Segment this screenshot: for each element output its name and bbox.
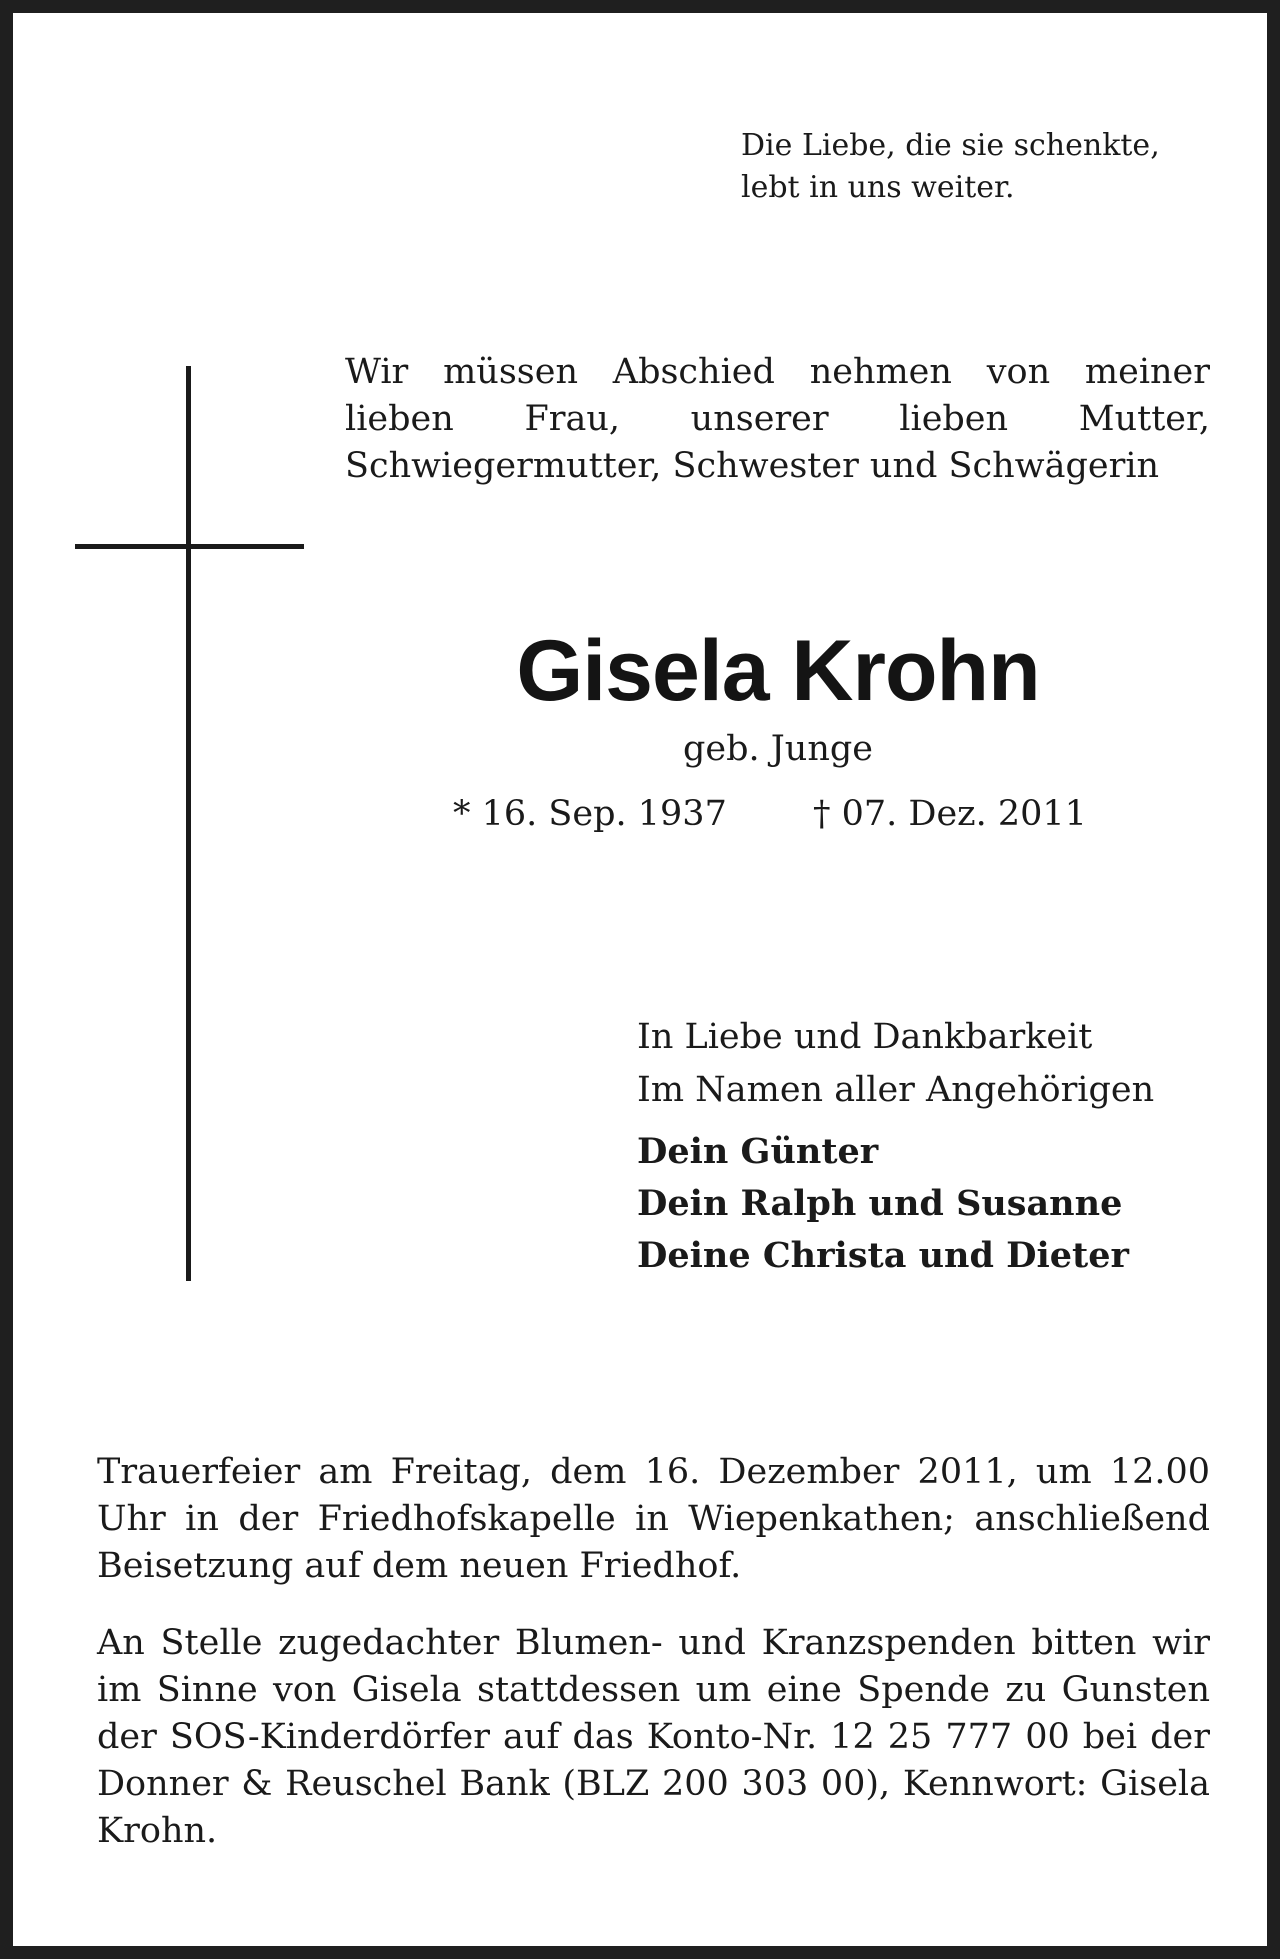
signer: Deine Christa und Dieter <box>637 1235 1129 1276</box>
closing-line: Im Namen aller Angehörigen <box>637 1070 1155 1110</box>
maiden-name: geb. Junge <box>682 729 873 769</box>
closing-words <box>637 1011 1154 1117</box>
donation-text: An Stelle zugedachter Blumen- und Kranzspenden bitten wir im Sinne von Gisela stattdessen um eine Spende zu Gunsten der SOS-Kinderdörfer auf das Konto-Nr. 12 25 777 00 bei der Donner & Reuschel Bank (BLZ 200 303 00), Kennwort: Gisela Krohn. <box>97 1623 1210 1851</box>
signer: Dein Ralph und Susanne <box>637 1183 1123 1224</box>
deceased-name: Gisela Krohn <box>516 623 1040 719</box>
motto-line: Die Liebe, die sie schenkte, <box>741 128 1160 163</box>
intro-text: Wir müssen Abschied nehmen von meiner lieben Frau, unserer lieben Mutter, Schwiegermutter, Schwester und Schwägerin <box>345 352 1210 486</box>
motto-line: lebt in uns weiter. <box>741 170 1015 205</box>
cross-horizontal-bar <box>75 544 304 549</box>
death-date: † 07. Dez. 2011 <box>813 794 1087 834</box>
birth-date: * 16. Sep. 1937 <box>453 794 727 834</box>
cross-vertical-bar <box>186 366 191 1281</box>
life-dates <box>453 791 1113 837</box>
signer: Dein Günter <box>637 1131 879 1172</box>
motto <box>741 125 1160 209</box>
signers <box>637 1126 1129 1282</box>
closing-line: In Liebe und Dankbarkeit <box>637 1017 1093 1057</box>
funeral-service-text: Trauerfeier am Freitag, dem 16. Dezember 2011, um 12.00 Uhr in der Friedhofskapelle in Wiepenkathen; anschließend Beisetzung auf dem neuen Friedhof. <box>97 1452 1210 1586</box>
